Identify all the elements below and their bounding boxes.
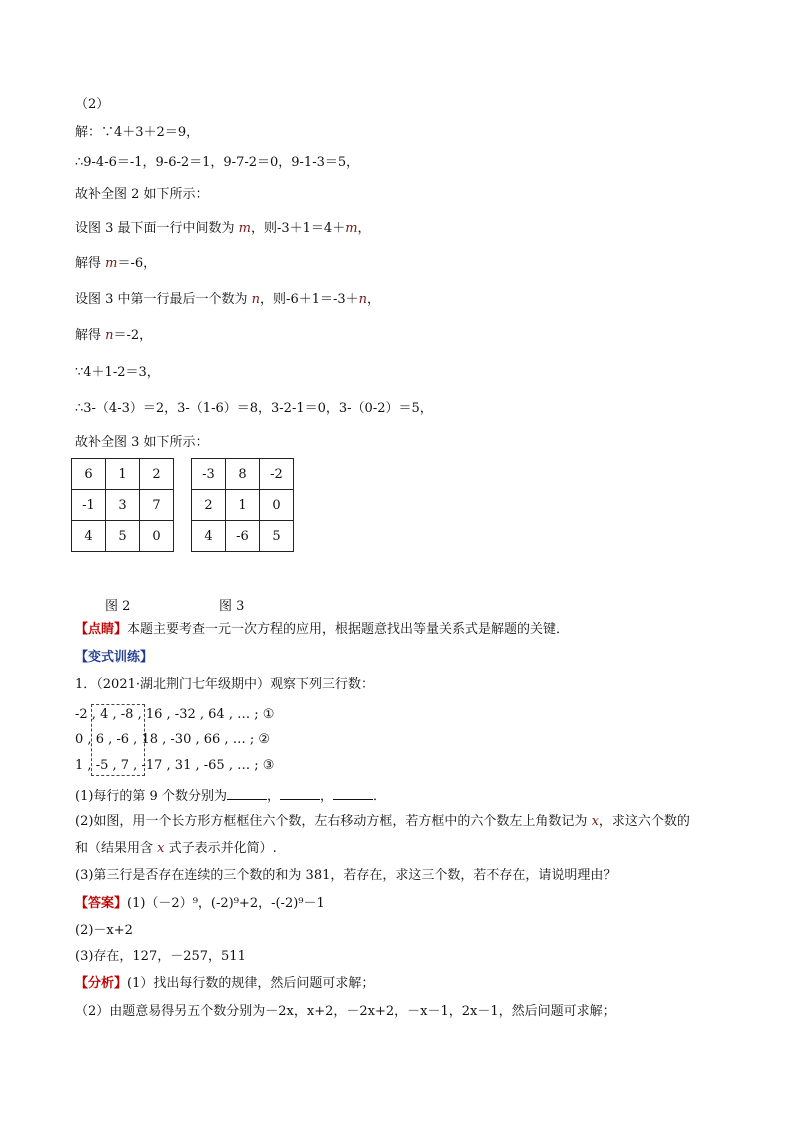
bianshi-heading: 【变式训练】 <box>75 650 154 665</box>
grid-cell: -2 <box>260 459 294 490</box>
solution-step: ∴9-4-6＝-1，9-6-2＝1，9-7-2＝0，9-1-3＝5， <box>75 155 360 170</box>
analysis-tag: 【分析】 <box>75 976 128 991</box>
answer-line-3: (3)存在，127，－257，511 <box>75 949 246 964</box>
grid-cell: 2 <box>192 490 226 521</box>
grid-cell: 2 <box>140 459 174 490</box>
answer-tag: 【答案】 <box>75 896 128 911</box>
answer-blank <box>227 787 267 800</box>
grid-cell: 6 <box>72 459 106 490</box>
solution-step: ∴3-（4-3）＝2，3-（1-6）＝8，3-2-1＝0，3-（0-2）＝5， <box>75 401 433 416</box>
answer-line-1: 【答案】(1)（－2）⁹，(-2)⁹+2，-(-2)⁹－1 <box>75 896 325 911</box>
answer-line-2: (2)－x+2 <box>75 923 133 938</box>
solution-step: 故补全图 2 如下所示： <box>75 187 209 202</box>
grid-cell: 0 <box>140 521 174 552</box>
part-label: （2） <box>75 97 110 112</box>
analysis-line-2: （2）由题意易得另五个数分别为－2x，x+2，－2x+2，－x－1，2x－1，然后问题可求解； <box>75 1004 616 1019</box>
grid-cell: 5 <box>106 521 140 552</box>
figure-3-grid <box>191 458 294 552</box>
grid-cell: 3 <box>106 490 140 521</box>
grid-cell: 1 <box>226 490 260 521</box>
solution-step: 设图 3 最下面一行中间数为 m，则-3＋1＝4＋m， <box>75 221 371 236</box>
grid-cell: -3 <box>192 459 226 490</box>
solution-step: 设图 3 中第一行最后一个数为 n，则-6＋1＝-3＋n， <box>75 292 381 307</box>
grid-cell: 0 <box>260 490 294 521</box>
solution-step: ∵4＋1-2＝3， <box>75 365 160 380</box>
solution-step: 故补全图 3 如下所示： <box>75 435 209 450</box>
dianjing-note: 【点睛】本题主要考查一元一次方程的应用，根据题意找出等量关系式是解题的关键． <box>75 622 570 637</box>
figure-2-grid <box>71 458 174 552</box>
analysis-line-1: 【分析】(1）找出每行数的规律，然后问题可求解； <box>75 976 375 991</box>
sequence-row-1: -2 , 4 , -8 , 16 , -32 , 64 , … ; ① <box>75 707 275 722</box>
question-3: (3)第三行是否存在连续的三个数的和为 381，若存在，求这三个数，若不存在，请说明理由？ <box>75 868 617 883</box>
grid-cell: 7 <box>140 490 174 521</box>
question-2-cont: 和（结果用含 x 式子表示并化简）. <box>75 841 277 856</box>
grid-cell: -6 <box>226 521 260 552</box>
grid-cell: -1 <box>72 490 106 521</box>
dianjing-tag: 【点睛】 <box>75 622 128 637</box>
figure-3-caption: 图 3 <box>219 599 245 614</box>
grid-cell: 4 <box>72 521 106 552</box>
figure-2-caption: 图 2 <box>105 599 131 614</box>
answer-blank <box>280 787 320 800</box>
solution-step: 解得 n＝-2， <box>75 328 153 343</box>
question-1: (1)每行的第 9 个数分别为 ， ， ． <box>75 789 386 804</box>
problem-intro: 1．（2021·湖北荆门七年级期中）观察下列三行数： <box>75 677 374 692</box>
solution-step: 解得 m＝-6， <box>75 256 157 271</box>
answer-blank <box>333 787 373 800</box>
grid-cell: 8 <box>226 459 260 490</box>
sequence-row-3: 1 , -5 , 7 , -17 , 31 , -65 , … ; ③ <box>75 758 275 773</box>
grid-cell: 4 <box>192 521 226 552</box>
grid-cell: 1 <box>106 459 140 490</box>
grid-cell: 5 <box>260 521 294 552</box>
solution-step: 解：∵4＋3＋2＝9， <box>75 125 200 140</box>
sequence-row-2: 0 , 6 , -6 , 18 , -30 , 66 , … ; ② <box>75 732 271 747</box>
question-2: (2)如图，用一个长方形方框框住六个数，左右移动方框，若方框中的六个数左上角数记为 x，求这六个数的 <box>75 814 690 829</box>
